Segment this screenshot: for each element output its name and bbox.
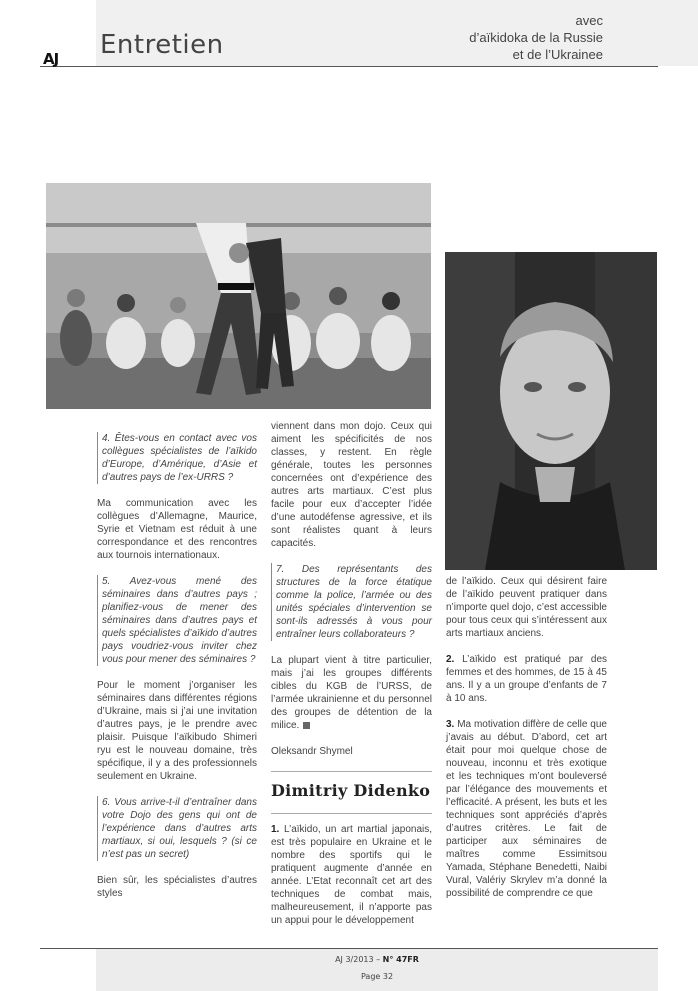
dojo-photo-illustration <box>46 183 431 409</box>
answer-5: Pour le moment j’organiser les séminaires dans différentes régions d’Ukraine, mais si j’ai une invitation d’autres pays, je le prendre avec plaisir. Puisque l’aïkibudo Shimeri ryu est le nouveau domaine, très spécifique, il y a des professionnels seulement en Ukraine. <box>97 680 257 782</box>
issue-info <box>96 955 658 964</box>
portrait-photo <box>445 252 657 570</box>
answer-6-start: Bien sûr, les spécialistes d’autres styles <box>97 875 257 899</box>
answer-number: 3. <box>446 719 455 730</box>
didenko-answer-3 <box>446 718 607 900</box>
question-6: 6. Vous arrive-t-il d’entraîner dans votre Dojo des gens qui ont de l’expérience dans d’autres arts martiaux, si oui, lesquels ? (si ce n’est pas un secret) <box>97 796 257 861</box>
header-subtitle-line: d’aïkidoka de la Russie <box>469 30 603 45</box>
header-subtitle-line: et de l’Ukrainee <box>512 47 603 62</box>
issue-number: N° 47FR <box>382 955 419 964</box>
header-subtitle <box>469 12 603 63</box>
author-divider <box>271 813 432 814</box>
section-title: Entretien <box>100 30 224 60</box>
magazine-logo: AJ <box>43 50 59 68</box>
answer-number: 2. <box>446 654 455 665</box>
question-4: 4. Êtes-vous en contact avec vos collègues spécialistes de l’aïkido d’Europe, d’Amérique, d’Asie et d’autres pays de l’ex-URRS ? <box>97 432 257 484</box>
interviewee-name: Dimitriy Didenko <box>271 781 431 800</box>
answer-6-continued: viennent dans mon dojo. Ceux qui aiment les spécificités de nos classes, y restent. En règle générale, toutes les personnes concernées ont d’expérience des autres arts martiaux. C’est plus facile pour eux d’accepter l’idée d’une autodéfense agressive, et ils sont réalistes quant à leurs capacités. <box>271 421 432 549</box>
column-3 <box>446 575 607 913</box>
column-1 <box>97 432 257 913</box>
didenko-answer-2-text: L’aïkido est pratiqué par des femmes et des hommes, de 15 à 45 ans. Il y a un groupe d’enfants de 7 à 10 ans. <box>446 654 608 704</box>
question-5: 5. Avez-vous mené des séminaires dans d’autres pays ; planifiez-vous de mener des séminaires dans d’autres pays et quels spécialistes d’aïkido d’autres pays voudriez-vous inviter chez vous pour mener des séminaires ? <box>97 575 257 666</box>
author-signature: Oleksandr Shymel <box>271 746 353 757</box>
portrait-illustration <box>445 252 657 570</box>
issue-prefix: AJ 3/2013 – <box>335 955 383 964</box>
didenko-answer-3-text: Ma motivation diffère de celle que j’avais au début. D’abord, cet art était pour moi quelque chose de nouveau, inconnu et très exotique et les techniques m’ont bouleversé par l’élégance des mouvements et l’efficacité. A présent, les buts et les techniques sont appréciés d’après d’autres critères. Le fait de participer aux séminaires de maîtres comme Essimitsou Yamada, Stéphane Benedetti, Naibi Vural, Valériy Skrylev m’a donné la possibilité de comprendre ce que <box>446 719 607 899</box>
end-of-section-mark <box>303 722 310 729</box>
dojo-training-photo <box>46 183 431 409</box>
author-divider <box>271 771 432 772</box>
answer-number: 1. <box>271 824 280 835</box>
didenko-answer-2 <box>446 653 607 705</box>
header-subtitle-line: avec <box>575 13 603 28</box>
didenko-answer-1-continued: de l’aïkido. Ceux qui désirent faire de l’aïkido peuvent pratiquer dans n’importe quel dojo, c’est accessible pour tous ceux qui s’intéressent aux arts martiaux anciens. <box>446 576 607 639</box>
question-7: 7. Des représentants des structures de la force étatique comme la police, l’armée ou des unités spéciales d’intervention se sont-ils adressés à vous pour entraîner leurs collaborateurs ? <box>271 563 432 641</box>
column-2 <box>271 420 432 940</box>
page-number: Page 32 <box>360 972 394 981</box>
didenko-answer-1 <box>271 823 432 927</box>
answer-7 <box>271 654 432 732</box>
didenko-answer-1-text: L’aïkido, un art martial japonais, est très populaire en Ukraine et le nombre des sportifs qui le pratiquent augmente d’année en année. L’Etat reconnaît cet art des techniques de combat mais, malheureusement, il n’apporte pas un appui pour le développement <box>271 824 433 926</box>
header-rule <box>40 66 658 67</box>
answer-7-text: La plupart vient à titre particulier, mais j’ai les groupes différents cibles du KGB de l’URSS, de l’armée ukrainienne et du personnel des groupes de détention de la milice. <box>271 655 432 731</box>
answer-4: Ma communication avec les collègues d’Allemagne, Maurice, Syrie et Vietnam est réduit à une correspondance et des rencontres aux tournois internationaux. <box>97 498 257 561</box>
